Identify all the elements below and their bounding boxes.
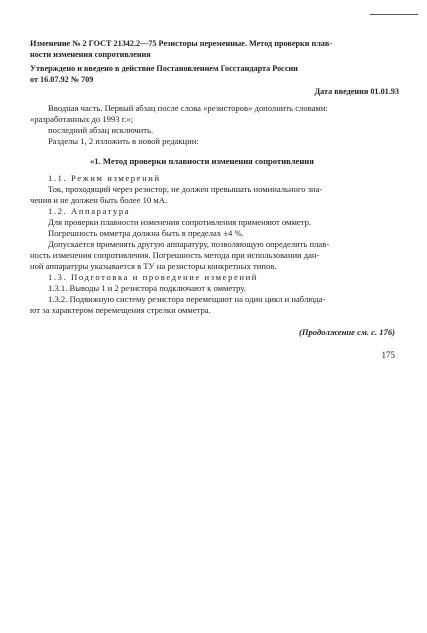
amendment-title-line-2: ности изменения сопротивления	[30, 50, 151, 59]
intro-line-3: последний абзац исключить.	[48, 125, 154, 135]
section-1-1-line-1: Ток, проходящий через резистор, не должен превышать номинального зна-	[48, 184, 323, 194]
amendment-title-line-1: Изменение № 2 ГОСТ 21342.2—75 Резисторы переменные. Метод проверки плав-	[30, 39, 333, 48]
intro-line-2: «разработанных до 1993 г.»;	[30, 114, 134, 124]
page-number: 175	[381, 350, 395, 360]
section-1-2-line-1: Для проверки плавности изменения сопротивления применяют омметр.	[48, 217, 312, 227]
section-1-3-2-line-1: 1.3.2. Подвижную систему резистора перемещают на один цикл и наблюда-	[48, 294, 326, 304]
section-1-2-heading: 1.2. Аппаратура	[48, 206, 131, 216]
section-1-3-1: 1.3.1. Выводы 1 и 2 резистора подключают к омметру.	[48, 283, 246, 293]
section-1-3-2-line-2: ют за характером перемещения стрелки омметра.	[30, 305, 211, 315]
approval-line-2: от 16.07.92 № 709	[30, 75, 94, 84]
approval-line-1: Утверждено и введено в действие Постановлением Госстандарта России	[30, 64, 298, 73]
section-1-2-line-5: ной аппаратуры указывается в ТУ на резисторы конкретных типов.	[30, 261, 277, 271]
continuation-note: (Продолжение см. с. 176)	[298, 327, 395, 337]
section-1-3-heading: 1.3. Подготовка и проведение измерений	[48, 272, 258, 282]
top-rule	[370, 14, 418, 15]
intro-line-1: Вводная часть. Первый абзац после слова «резисторов» дополнить словами:	[48, 103, 328, 113]
sections-line: Разделы 1, 2 изложить в новой редакции:	[48, 136, 199, 146]
section-1-2-line-4: ность изменения сопротивления. Погрешность метода при использовании дан-	[30, 250, 320, 260]
section-title: «1. Метод проверки плавности изменения сопротивления	[90, 156, 314, 166]
section-1-1-line-2: чения и не должен быть более 10 мА.	[30, 195, 168, 205]
section-1-1-heading: 1.1. Режим измерений	[48, 173, 161, 183]
section-1-2-line-3: Допускается применять другую аппаратуру, позволяющую определить плав-	[48, 239, 330, 249]
section-1-2-line-2: Погрешность омметра должна быть в пределах ±4 %.	[48, 228, 244, 238]
effective-date: Дата введения 01.01.93	[314, 87, 399, 96]
